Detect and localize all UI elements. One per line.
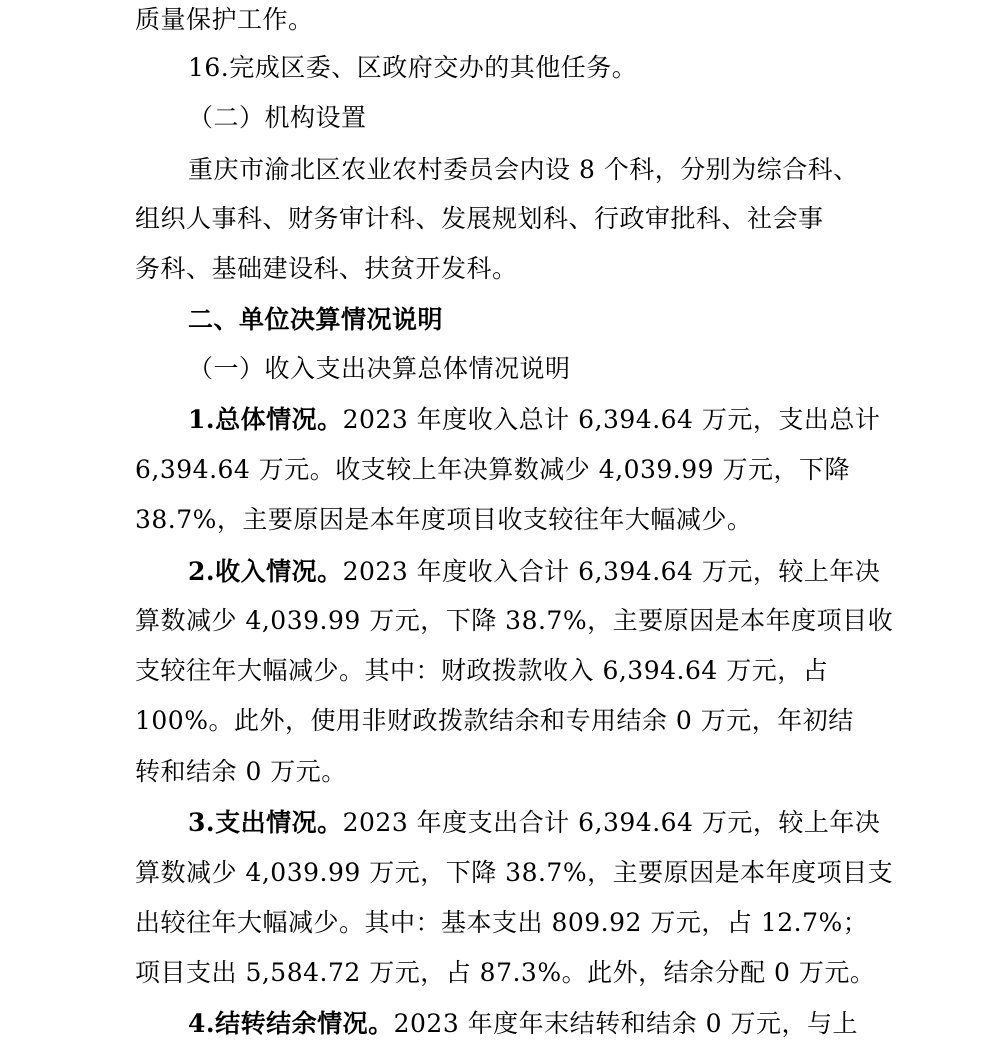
paragraph-first-line xyxy=(188,400,880,440)
text-line: 38.7%，主要原因是本年度项目收支较往年大幅减少。 xyxy=(135,505,753,534)
text-line: 组织人事科、财务审计科、发展规划科、行政审批科、社会事 xyxy=(135,204,824,233)
section-heading: （二）机构设置 xyxy=(188,103,367,132)
paragraph-lead: 3.支出情况。 xyxy=(188,808,343,837)
paragraph-text: 2023 年度收入总计 6,394.64 万元，支出总计 xyxy=(342,405,881,434)
text-line: 务科、基础建设科、扶贫开发科。 xyxy=(135,254,518,283)
text-line: 转和结余 0 万元。 xyxy=(135,757,347,786)
text-line: 项目支出 5,584.72 万元，占 87.3%。此外，结余分配 0 万元。 xyxy=(135,958,876,987)
text-line: 100%。此外，使用非财政拨款结余和专用结余 0 万元，年初结 xyxy=(135,706,854,735)
paragraph-first-line xyxy=(188,803,880,843)
text-line: 出较往年大幅减少。其中：基本支出 809.92 万元，占 12.7%； xyxy=(135,908,869,937)
text-line: 算数减少 4,039.99 万元，下降 38.7%，主要原因是本年度项目支 xyxy=(135,858,894,887)
text-line: 支较往年大幅减少。其中：财政拨款收入 6,394.64 万元，占 xyxy=(135,656,829,685)
paragraph-first-line xyxy=(188,552,880,592)
text-line: 6,394.64 万元。收支较上年决算数减少 4,039.99 万元，下降 xyxy=(135,455,850,484)
section-heading: （一）收入支出决算总体情况说明 xyxy=(188,354,571,383)
text-line: 16.完成区委、区政府交办的其他任务。 xyxy=(188,53,638,82)
text-line: 重庆市渝北区农业农村委员会内设 8 个科，分别为综合科、 xyxy=(188,155,859,184)
paragraph-text: 2023 年度年末结转和结余 0 万元，与上 xyxy=(393,1009,858,1038)
paragraph-text: 2023 年度收入合计 6,394.64 万元，较上年决 xyxy=(342,557,881,586)
paragraph-first-line xyxy=(188,1004,858,1044)
paragraph-lead: 4.结转结余情况。 xyxy=(188,1009,394,1038)
paragraph-lead: 1.总体情况。 xyxy=(188,405,343,434)
text-line: 算数减少 4,039.99 万元，下降 38.7%，主要原因是本年度项目收 xyxy=(135,606,894,635)
paragraph-lead: 2.收入情况。 xyxy=(188,557,343,586)
paragraph-text: 2023 年度支出合计 6,394.64 万元，较上年决 xyxy=(342,808,881,837)
chapter-heading: 二、单位决算情况说明 xyxy=(188,305,444,334)
text-line: 质量保护工作。 xyxy=(135,5,314,34)
